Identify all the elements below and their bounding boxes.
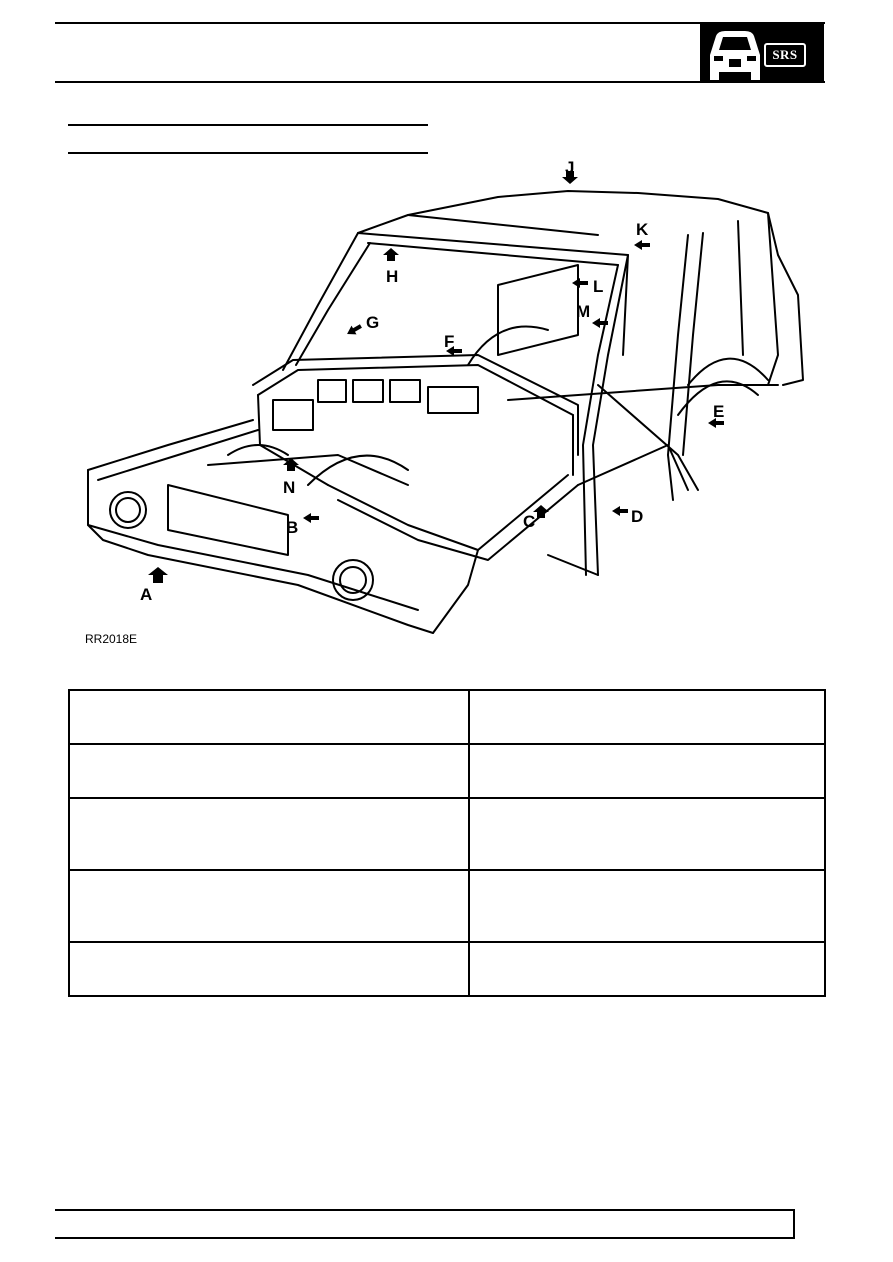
table-row <box>69 744 825 798</box>
callout-b: B <box>286 518 299 537</box>
footer-top-rule <box>55 1209 795 1211</box>
callout-a: A <box>140 585 153 604</box>
table-cell <box>69 690 469 744</box>
table-cell <box>69 798 469 870</box>
callout-g: G <box>366 313 380 332</box>
callout-f: F <box>444 332 455 351</box>
table-cell <box>69 870 469 942</box>
table-cell <box>69 942 469 996</box>
table-row <box>69 870 825 942</box>
table-cell <box>469 870 825 942</box>
table-row <box>69 942 825 996</box>
footer-page-box-edge <box>793 1209 795 1239</box>
table-cell <box>469 942 825 996</box>
table-cell <box>469 690 825 744</box>
table-cell <box>69 744 469 798</box>
callout-l: L <box>593 277 604 296</box>
callout-d: D <box>631 507 644 526</box>
callout-n: N <box>283 478 296 497</box>
callout-j: J <box>565 158 575 177</box>
footer-bottom-rule <box>55 1237 795 1239</box>
table-row <box>69 690 825 744</box>
callout-m: M <box>576 302 591 321</box>
subtitle-underline <box>68 152 428 154</box>
callout-k: K <box>636 220 649 239</box>
callout-c: C <box>523 512 536 531</box>
table-cell <box>469 798 825 870</box>
callout-e: E <box>713 402 725 421</box>
table-cell <box>469 744 825 798</box>
callout-h: H <box>386 267 399 286</box>
srs-badge: SRS <box>764 43 806 67</box>
body-shell-diagram <box>78 155 818 655</box>
table-row <box>69 798 825 870</box>
title-underline <box>68 124 428 126</box>
spec-table <box>68 689 826 997</box>
figure-ref-code: RR2018E <box>85 632 138 646</box>
